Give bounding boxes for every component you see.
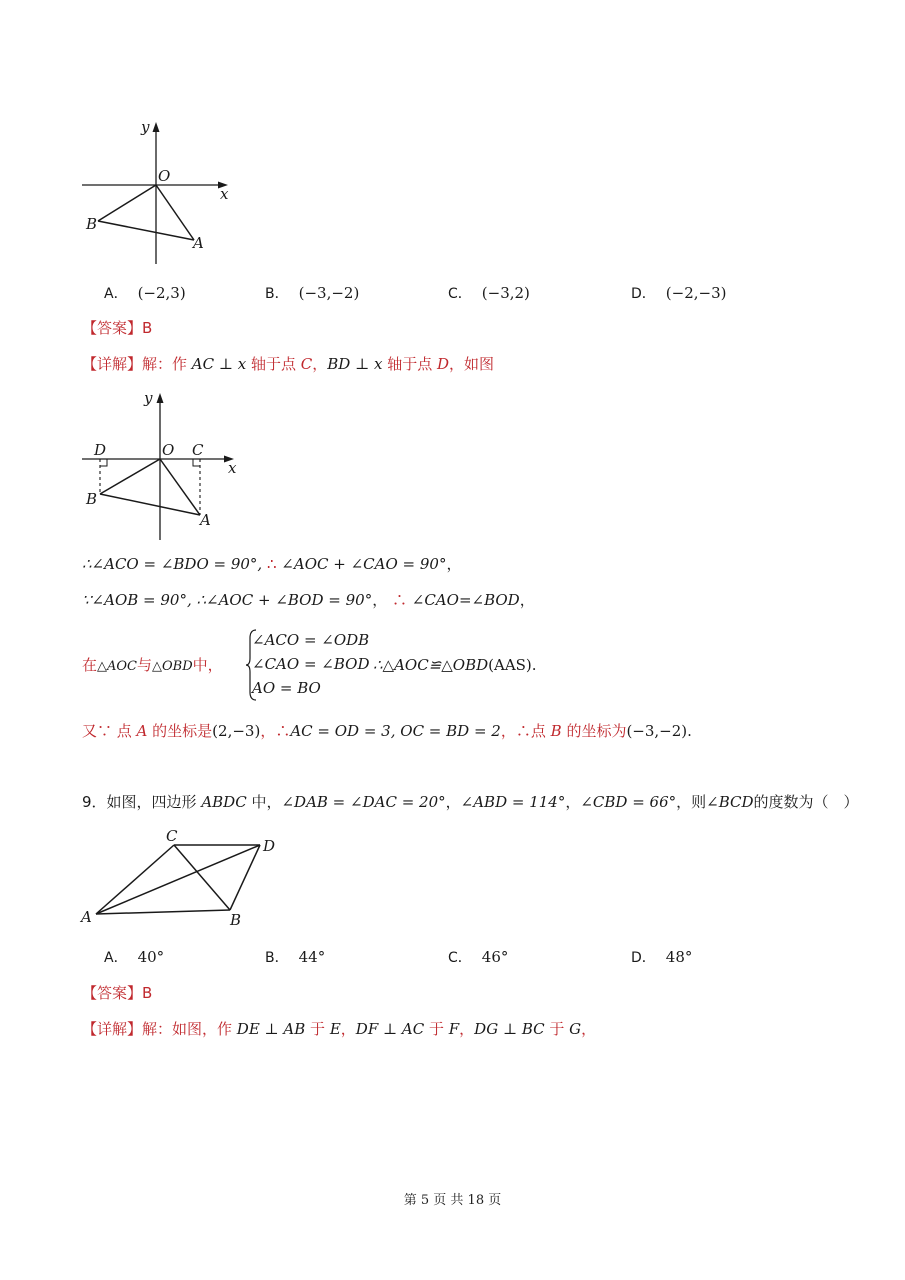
fig3-label-a: A <box>81 908 92 926</box>
page-footer: 第 5 页 共 18 页 <box>403 1193 502 1208</box>
fig2-label-o: O <box>162 441 175 459</box>
fig1-label-b: B <box>86 215 98 233</box>
q8-option-b: B． (−3,−2) <box>265 284 360 302</box>
q8-step-3-conclusion: ∴△AOC≌△OBD(AAS). <box>373 656 537 674</box>
q9-detail: 【详解】解：如图，作 DE ⊥ AB 于 E，DF ⊥ AC 于 F，DG ⊥ BC 于 G， <box>82 1020 597 1038</box>
q8-answer: 【答案】B <box>82 319 153 337</box>
fig2-label-a: A <box>200 511 211 529</box>
q9-answer: 【答案】B <box>82 984 153 1002</box>
fig3-label-c: C <box>166 827 178 845</box>
figure-2 <box>78 388 248 543</box>
q9-option-a: A． 40° <box>104 948 165 966</box>
q8-option-c: C． (−3,2) <box>448 284 530 302</box>
fig1-label-o: O <box>158 167 171 185</box>
system-line-2: ∠CAO = ∠BOD <box>252 655 370 673</box>
q8-step-1: ∴∠ACO = ∠BDO = 90°, ∴ ∠AOC + ∠CAO = 90°， <box>82 555 462 573</box>
system-equations <box>252 628 369 700</box>
q8-step-3-prefix: 在△AOC与△OBD中， <box>82 656 223 674</box>
q9-stem: 9．如图，四边形 ABDC 中，∠DAB = ∠DAC = 20°，∠ABD = 114°，∠CBD = 66°，则∠BCD的度数为（ ） <box>82 793 859 811</box>
q8-option-a: A． (−2,3) <box>104 284 186 302</box>
q8-step-2: ∵∠AOB = 90°, ∴∠AOC + ∠BOD = 90°， ∴ ∠CAO=∠BOD， <box>82 591 535 609</box>
q8-step-4: 又∵ 点 A 的坐标是(2,−3)，∴AC = OD = 3, OC = BD = 2，∴点 B 的坐标为(−3,−2). <box>82 722 692 740</box>
system-line-3: AO = BO <box>252 679 321 697</box>
q9-option-c: C． 46° <box>448 948 509 966</box>
q8-detail-intro: 【详解】解：作 AC ⊥ x 轴于点 C，BD ⊥ x 轴于点 D，如图 <box>82 355 495 373</box>
fig2-label-c: C <box>192 441 204 459</box>
figure-3 <box>78 826 288 934</box>
fig2-label-y: y <box>144 389 153 407</box>
figure-1 <box>78 118 238 268</box>
fig1-label-a: A <box>193 234 204 252</box>
fig1-label-x: x <box>220 185 229 203</box>
fig1-label-y: y <box>141 118 150 136</box>
fig3-label-d: D <box>263 837 276 855</box>
fig2-label-d: D <box>94 441 107 459</box>
q9-option-d: D． 48° <box>631 948 693 966</box>
system-line-1: ∠ACO = ∠ODB <box>252 631 370 649</box>
fig2-label-b: B <box>86 490 98 508</box>
q8-option-d: D． (−2,−3) <box>631 284 727 302</box>
q9-option-b: B． 44° <box>265 948 326 966</box>
fig2-label-x: x <box>228 459 237 477</box>
fig3-label-b: B <box>230 911 242 929</box>
